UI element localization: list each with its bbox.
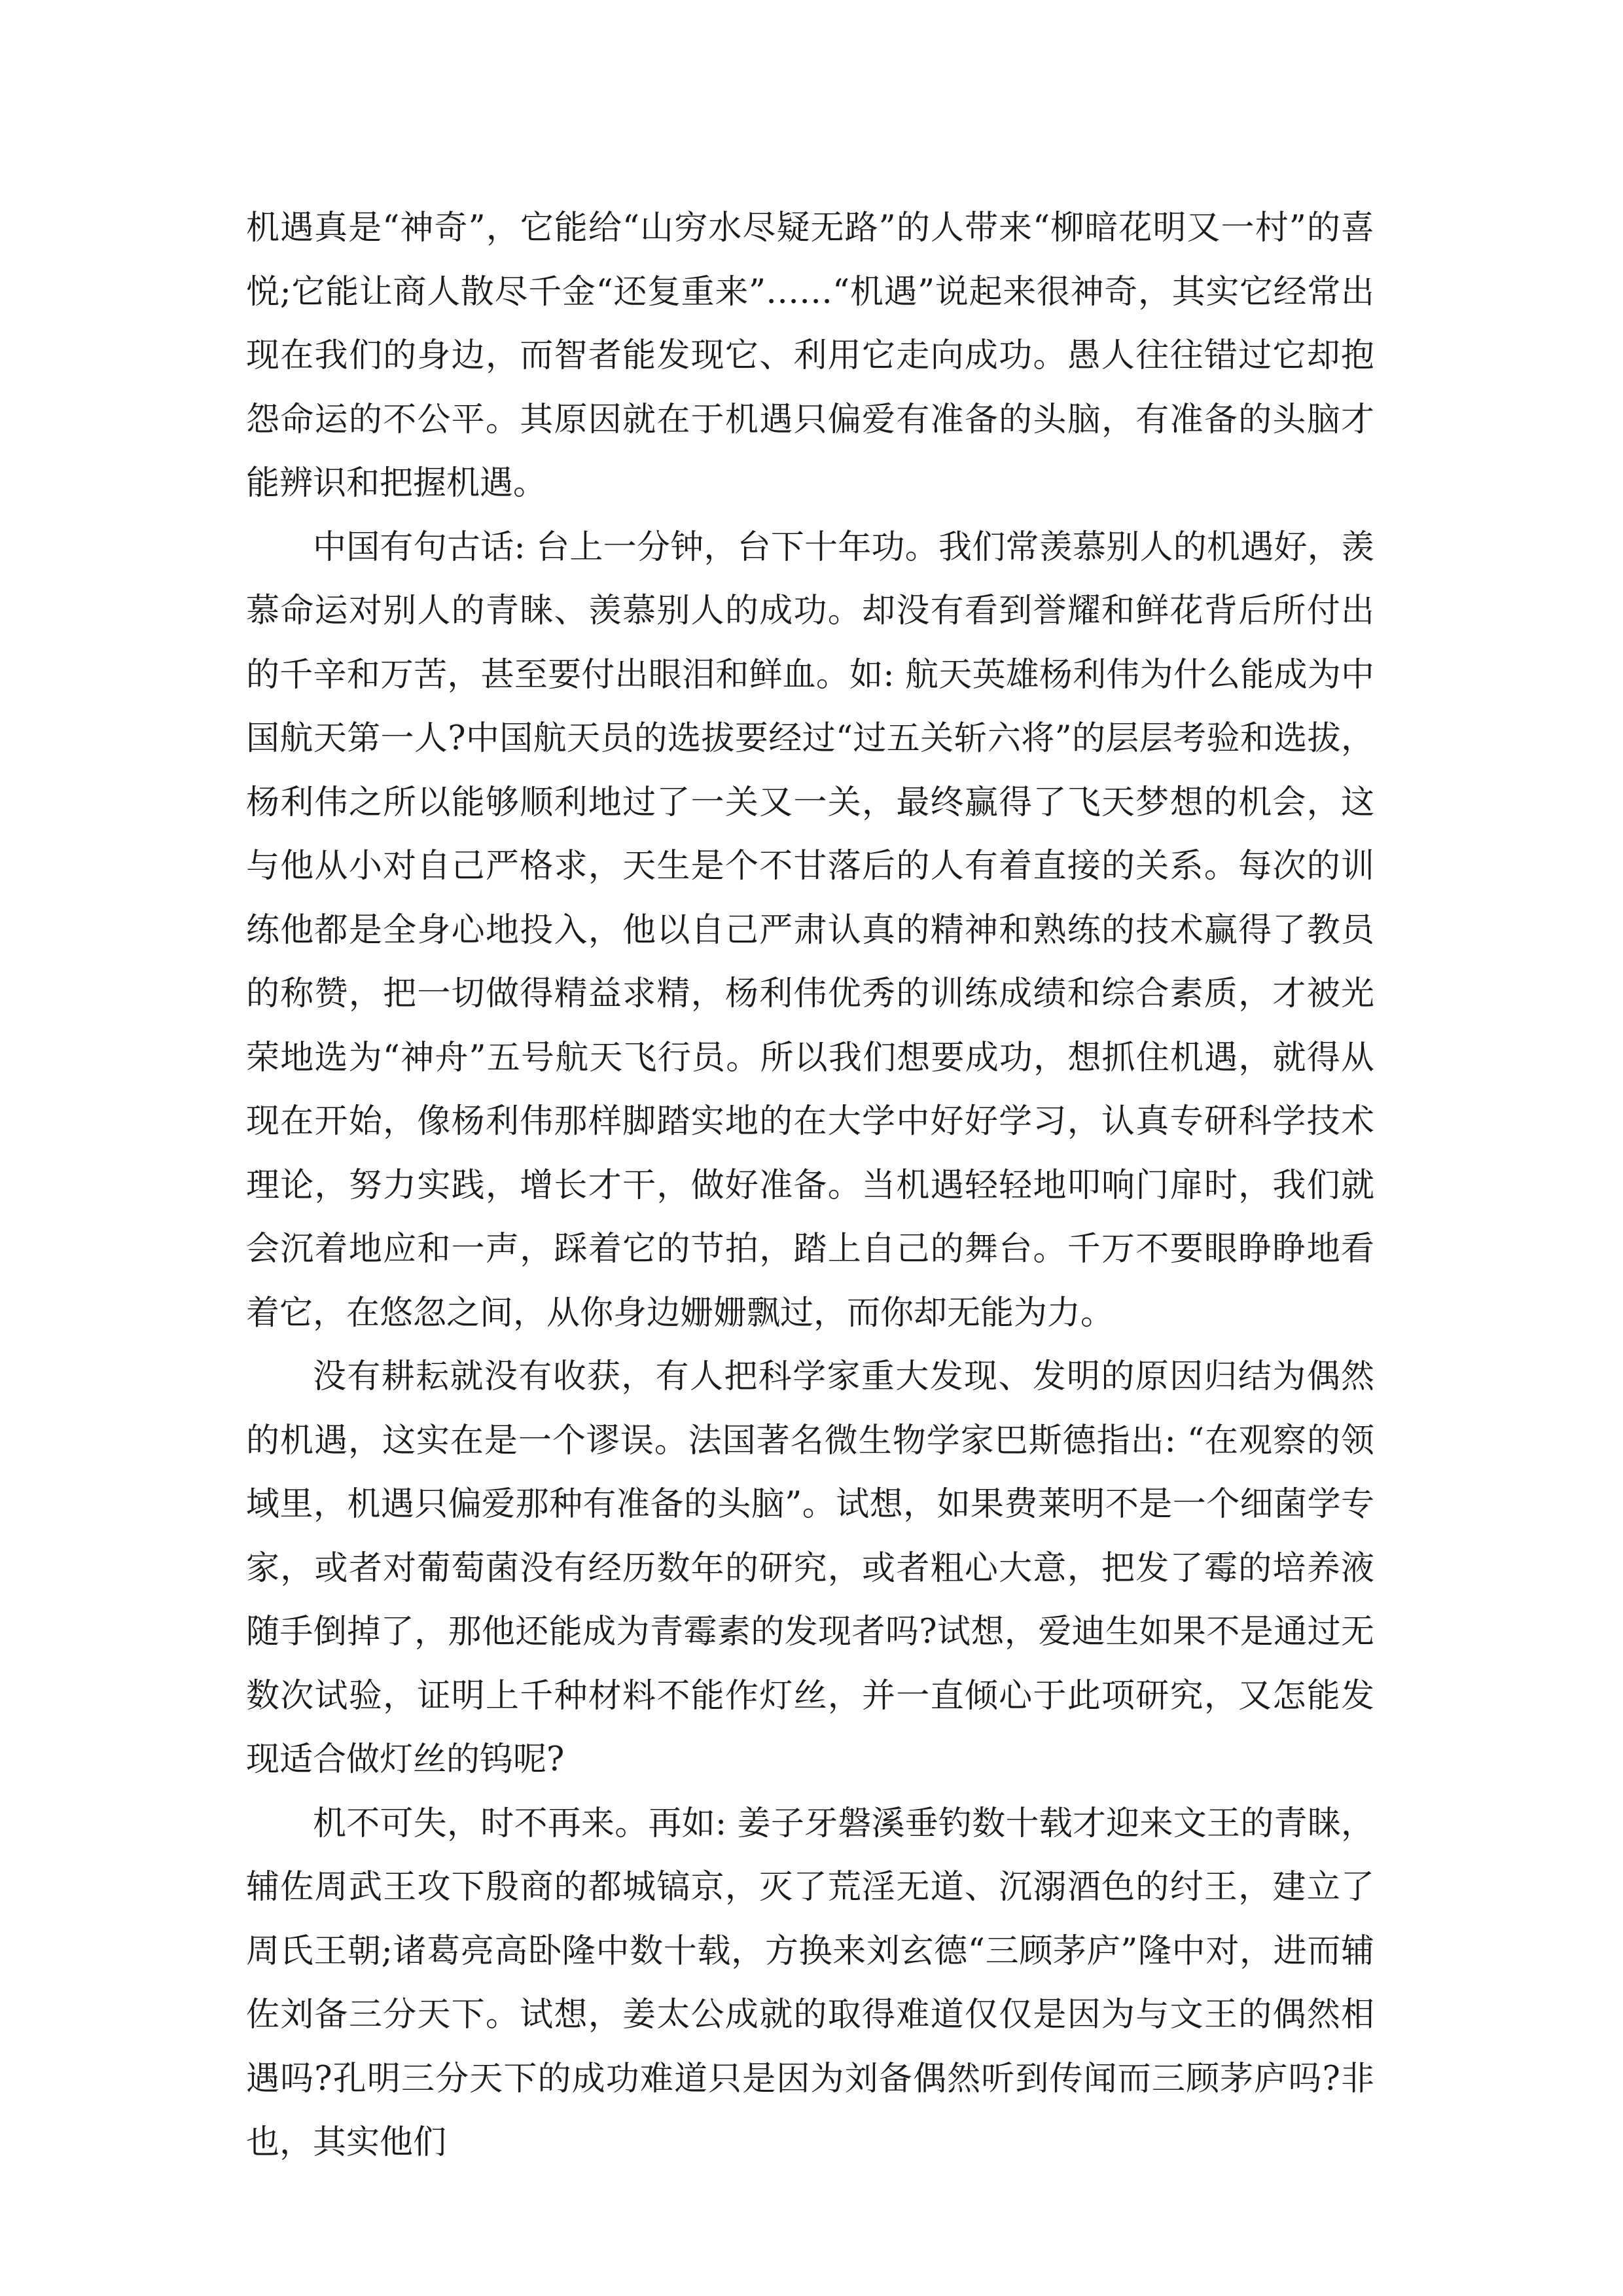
paragraph-2: 中国有句古话: 台上一分钟，台下十年功。我们常羡慕别人的机遇好，羡慕命运对别人的青睐、羡慕别人的成功。却没有看到誉耀和鲜花背后所付出的千辛和万苦，甚至要付出眼泪和鲜血。如: 航天英雄杨利伟为什么能成为中国航天第一人?中国航天员的选拔要经过“过五关斩六将”的层层考验和选拔，杨利伟之所以能够顺利地过了一关又一关，最终赢得了飞天梦想的机会，这与他从小对自己严格求，天生是个不甘落后的人有着直接的关系。每次的训练他都是全身心地投入，他以自己严肃认真的精神和熟练的技术赢得了教员的称赞，把一切做得精益求精，杨利伟优秀的训练成绩和综合素质，才被光荣地选为“神舟”五号航天飞行员。所以我们想要成功，想抓住机遇，就得从现在开始，像杨利伟那样脚踏实地的在大学中好好学习，认真专研科学技术理论，努力实践，增长才干，做好准备。当机遇轻轻地叩响门扉时，我们就会沉着地应和一声，踩着它的节拍，踏上自己的舞台。千万不要眼睁睁地看着它，在悠忽之间，从你身边姗姗飘过，而你却无能为力。: [246, 528, 1374, 1333]
paragraph-4: 机不可失，时不再来。再如: 姜子牙磐溪垂钓数十载才迎来文王的青睐，辅佐周武王攻下殷商的都城镐京，灭了荒淫无道、沉溺酒色的纣王，建立了周氏王朝;诸葛亮高卧隆中数十载，方换来刘玄德“三顾茅庐”隆中对，进而辅佐刘备三分天下。试想，姜太公成就的取得难道仅仅是因为与文王的偶然相遇吗?孔明三分天下的成功难道只是因为刘备偶然听到传闻而三顾茅庐吗?非也，其实他们: [246, 1804, 1374, 2162]
body-text: [246, 196, 1374, 2175]
paragraph-3: 没有耕耘就没有收获，有人把科学家重大发现、发明的原因归结为偶然的机遇，这实在是一个谬误。法国著名微生物学家巴斯德指出: “在观察的领域里，机遇只偏爱那种有准备的头脑”。试想，如果费莱明不是一个细菌学专家，或者对葡萄菌没有经历数年的研究，或者粗心大意，把发了霉的培养液随手倒掉了，那他还能成为青霉素的发现者吗?试想，爱迪生如果不是通过无数次试验，证明上千种材料不能作灯丝，并一直倾心于此项研究，又怎能发现适合做灯丝的钨呢?: [246, 1357, 1374, 1779]
paragraph-1: 机遇真是“神奇”，它能给“山穷水尽疑无路”的人带来“柳暗花明又一村”的喜悦;它能让商人散尽千金“还复重来”……“机遇”说起来很神奇，其实它经常出现在我们的身边，而智者能发现它、利用它走向成功。愚人往往错过它却抱怨命运的不公平。其原因就在于机遇只偏爱有准备的头脑，有准备的头脑才能辨识和把握机遇。: [246, 209, 1374, 503]
